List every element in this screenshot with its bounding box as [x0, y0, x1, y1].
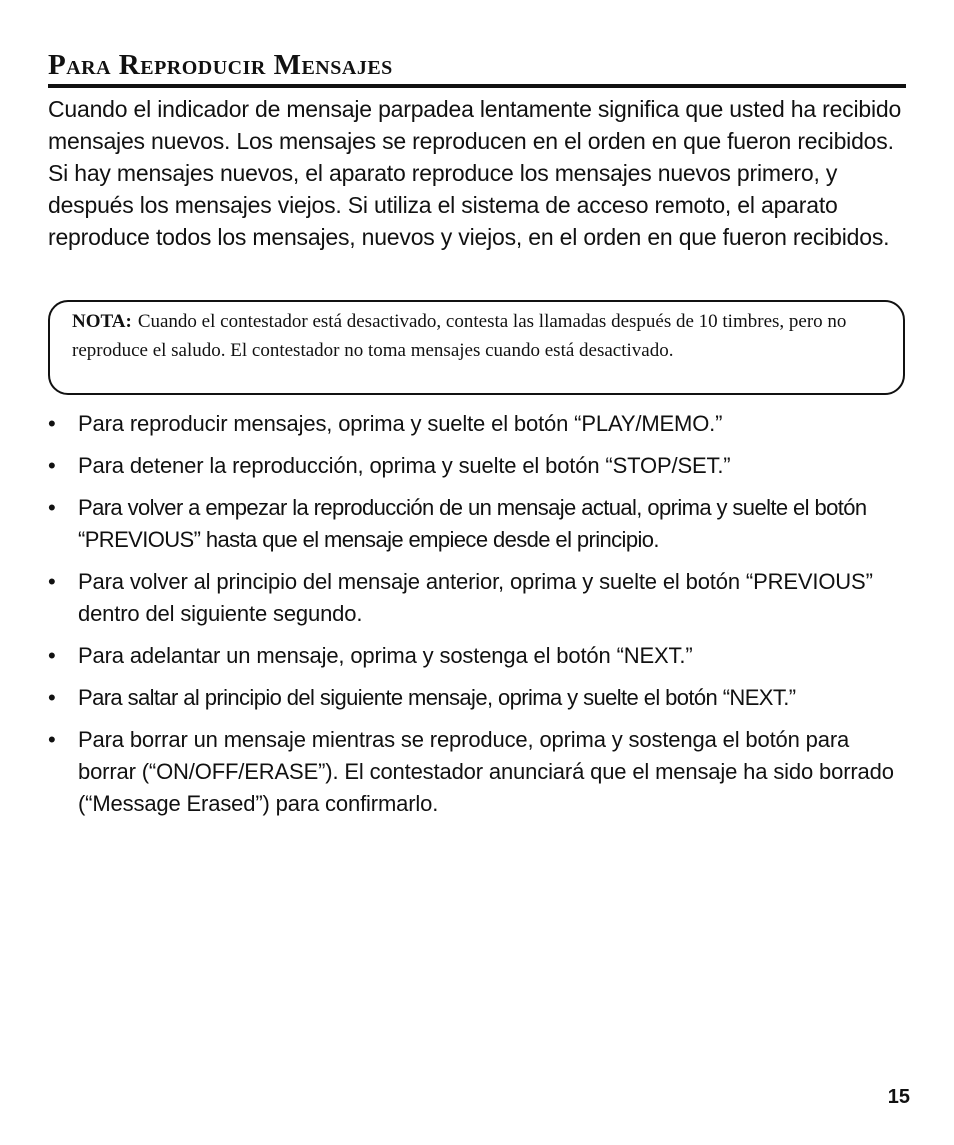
bullet-icon: • [48, 453, 56, 478]
list-item [48, 682, 910, 714]
list-item [48, 450, 910, 482]
bullet-icon: • [48, 495, 56, 520]
list-item [48, 492, 910, 556]
bullet-icon: • [48, 727, 56, 752]
bullet-icon: • [48, 569, 56, 594]
page-number: 15 [887, 1086, 910, 1108]
list-item-text: Para saltar al principio del siguiente mensaje, oprima y suelte el botón “NEXT.” [78, 685, 796, 710]
list-item-text: Para volver al principio del mensaje anterior, oprima y suelte el botón “PREVIOUS” dentro del siguiente segundo. [78, 569, 873, 626]
bullet-icon: • [48, 685, 56, 710]
bullet-icon: • [48, 643, 56, 668]
list-item-text: Para detener la reproducción, oprima y suelte el botón “STOP/SET.” [78, 453, 731, 478]
list-item-text: Para adelantar un mensaje, oprima y sostenga el botón “NEXT.” [78, 643, 693, 668]
list-item-text: Para volver a empezar la reproducción de un mensaje actual, oprima y suelte el botón “PREVIOUS” hasta que el mensaje empiece desde el principio. [78, 495, 867, 552]
list-item [48, 408, 910, 440]
list-item [48, 566, 910, 630]
note-label: NOTA: [72, 311, 132, 332]
title-rule [48, 84, 906, 88]
list-item [48, 724, 910, 820]
list-item-text: Para borrar un mensaje mientras se reproduce, oprima y sostenga el botón para borrar (“ON/OFF/ERASE”). El contestador anunciará que el mensaje ha sido borrado (“Message Erased”) para confirmarlo. [78, 727, 894, 816]
bullet-icon: • [48, 411, 56, 436]
note-box [48, 300, 905, 395]
intro-paragraph: Cuando el indicador de mensaje parpadea lentamente significa que usted ha recibido mensajes nuevos. Los mensajes se reproducen en el orden en que fueron recibidos. Si hay mensajes nuevos, el aparato reproduce los mensajes nuevos primero, y después los mensajes viejos. Si utiliza el sistema de acceso remoto, el aparato reproduce todos los mensajes, nuevos y viejos, en el orden en que fueron recibidos. [48, 96, 902, 250]
instruction-list [48, 408, 910, 830]
section-title: Para Reproducir Mensajes [48, 49, 393, 81]
list-item [48, 640, 910, 672]
list-item-text: Para reproducir mensajes, oprima y suelte el botón “PLAY/MEMO.” [78, 411, 723, 436]
note-text: Cuando el contestador está desactivado, contesta las llamadas después de 10 timbres, pero no reproduce el saludo. El contestador no toma mensajes cuando está desactivado. [72, 311, 847, 361]
